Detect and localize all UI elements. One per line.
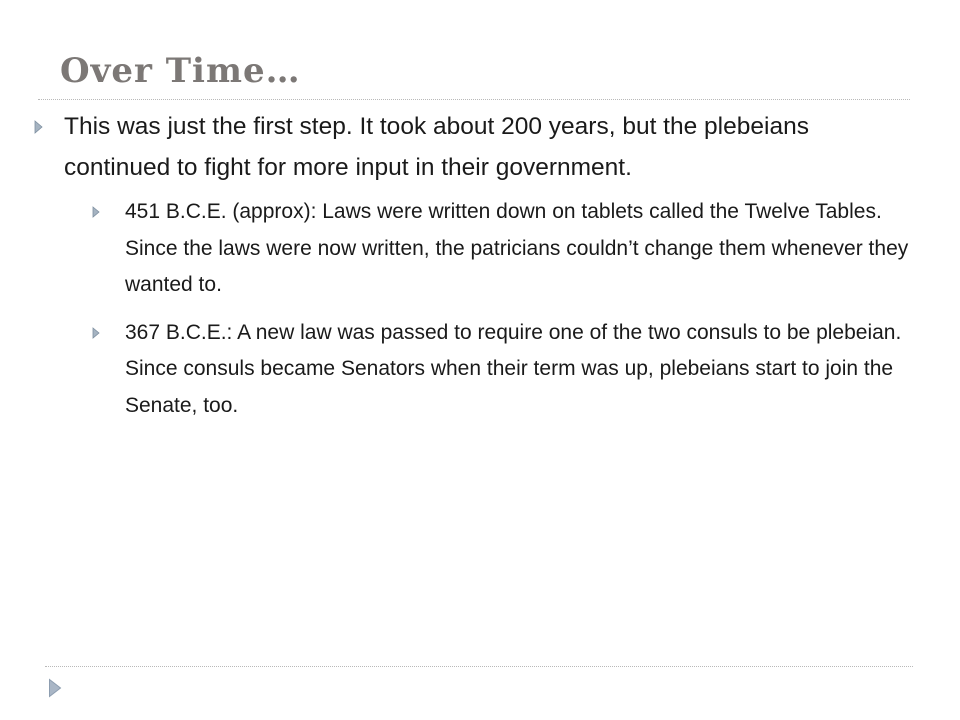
triangle-right-icon: [34, 120, 43, 134]
triangle-right-icon: [92, 206, 100, 218]
title-divider: [38, 99, 910, 100]
footer-divider: [45, 666, 913, 667]
slide-content: [34, 106, 914, 435]
sub-bullet-451-text: 451 B.C.E. (approx): Laws were written down on tablets called the Twelve Tables. Since the laws were now written, the patricians couldn’t change them whenever they wanted to.: [125, 200, 909, 296]
triangle-right-icon: [92, 327, 100, 339]
footer-triangle-icon: [48, 678, 62, 698]
bullet-main-text: This was just the first step. It took about 200 years, but the plebeians continued to fight for more input in their government.: [64, 113, 809, 181]
slide-title: Over Time…: [60, 51, 301, 91]
sub-bullet-367-text: 367 B.C.E.: A new law was passed to require one of the two consuls to be plebeian. Since consuls became Senators when their term was up, plebeians start to join the Senate, too.: [125, 320, 902, 417]
bullet-main: [34, 106, 914, 188]
sub-bullet-451: [92, 194, 914, 304]
sub-bullet-367: [92, 315, 914, 425]
